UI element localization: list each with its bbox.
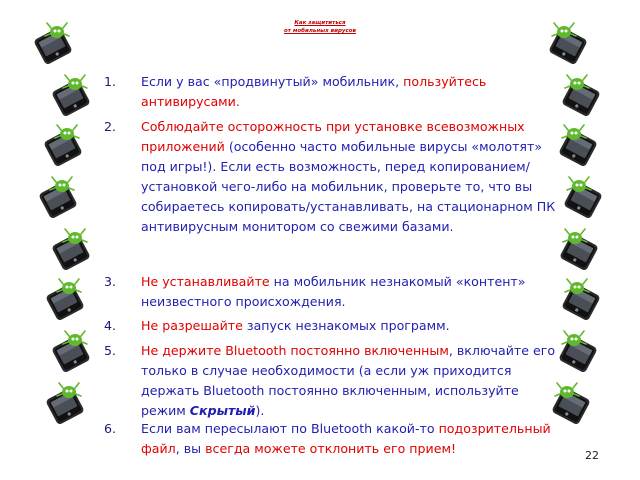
phone-with-green-virus-icon: [560, 176, 606, 220]
phone-with-green-virus-icon: [40, 124, 86, 168]
phone-with-green-virus-icon: [42, 278, 88, 322]
tip-item: [104, 316, 450, 336]
tip-text-part: , включайте его только в случае необходимости (а если уж приходится держать Bluetooth постоянно включенным, используйте режим: [141, 343, 556, 418]
phone-with-green-virus-icon: [555, 330, 601, 374]
tip-item: [104, 341, 560, 421]
phone-with-green-virus-icon: [35, 176, 81, 220]
tip-number: 2.: [104, 119, 117, 134]
phone-with-green-virus-icon: [42, 382, 88, 426]
tip-item: [104, 72, 560, 112]
tip-text: [141, 341, 560, 421]
page-number: 22: [585, 449, 599, 462]
tip-text: [141, 117, 560, 237]
phone-with-green-virus-icon: [48, 330, 94, 374]
tip-number: 3.: [104, 274, 117, 289]
tip-number: 6.: [104, 421, 117, 436]
tip-text-part: , вы: [175, 441, 206, 456]
tip-text-part: подозрительный файл: [141, 421, 551, 456]
tip-text: [141, 72, 560, 112]
tip-text-part: пользуйтесь антивирусами.: [141, 74, 487, 109]
phone-with-green-virus-icon: [558, 278, 604, 322]
tip-text-part: запуск незнакомых программ.: [242, 318, 450, 333]
tip-text-part: Скрытый: [189, 403, 256, 418]
tip-item: [104, 272, 560, 312]
phone-with-green-virus-icon: [558, 74, 604, 118]
tip-text-part: Если у вас «продвинутый» мобильник,: [141, 74, 404, 89]
tip-item: [104, 117, 560, 237]
tip-text-part: Не держите Bluetooth постоянно включенным: [141, 343, 449, 358]
tip-text-part: Не устанавливайте: [141, 274, 270, 289]
tip-text: [141, 419, 560, 459]
slide-title: [220, 19, 420, 35]
tip-text-part: всегда можете отклонить его прием!: [205, 441, 457, 456]
tip-item: [104, 419, 560, 459]
tip-text: [141, 316, 450, 336]
tip-text-part: (особенно часто мобильные вирусы «молотят» под игры!). Если есть возможность, перед копированием/установкой чего-либо на мобильник, проверьте то, что вы собираетесь копировать/устанавливать, на стационарном ПК антивирусным монитором со свежими базами.: [141, 139, 556, 234]
slide-title-line-2: от мобильных вирусов: [284, 28, 356, 34]
phone-with-green-virus-icon: [555, 124, 601, 168]
slide-title-line-1: Как защититься: [294, 20, 346, 26]
tip-text-part: ).: [255, 403, 265, 418]
tip-text-part: Если вам пересылают по Bluetooth какой-то: [141, 421, 439, 436]
phone-with-green-virus-icon: [556, 228, 602, 272]
tip-number: 4.: [104, 318, 117, 333]
tip-text-part: на мобильник незнакомый «контент» неизвестного происхождения.: [141, 274, 526, 309]
phone-with-green-virus-icon: [48, 228, 94, 272]
tip-number: 5.: [104, 343, 117, 358]
phone-with-green-virus-icon: [30, 22, 76, 66]
tip-text-part: Соблюдайте осторожность при установке всевозможных приложений: [141, 119, 525, 154]
tip-text: [141, 272, 560, 312]
phone-with-green-virus-icon: [48, 74, 94, 118]
tip-text-part: Не разрешайте: [141, 318, 243, 333]
tip-number: 1.: [104, 74, 117, 89]
phone-with-green-virus-icon: [545, 22, 591, 66]
